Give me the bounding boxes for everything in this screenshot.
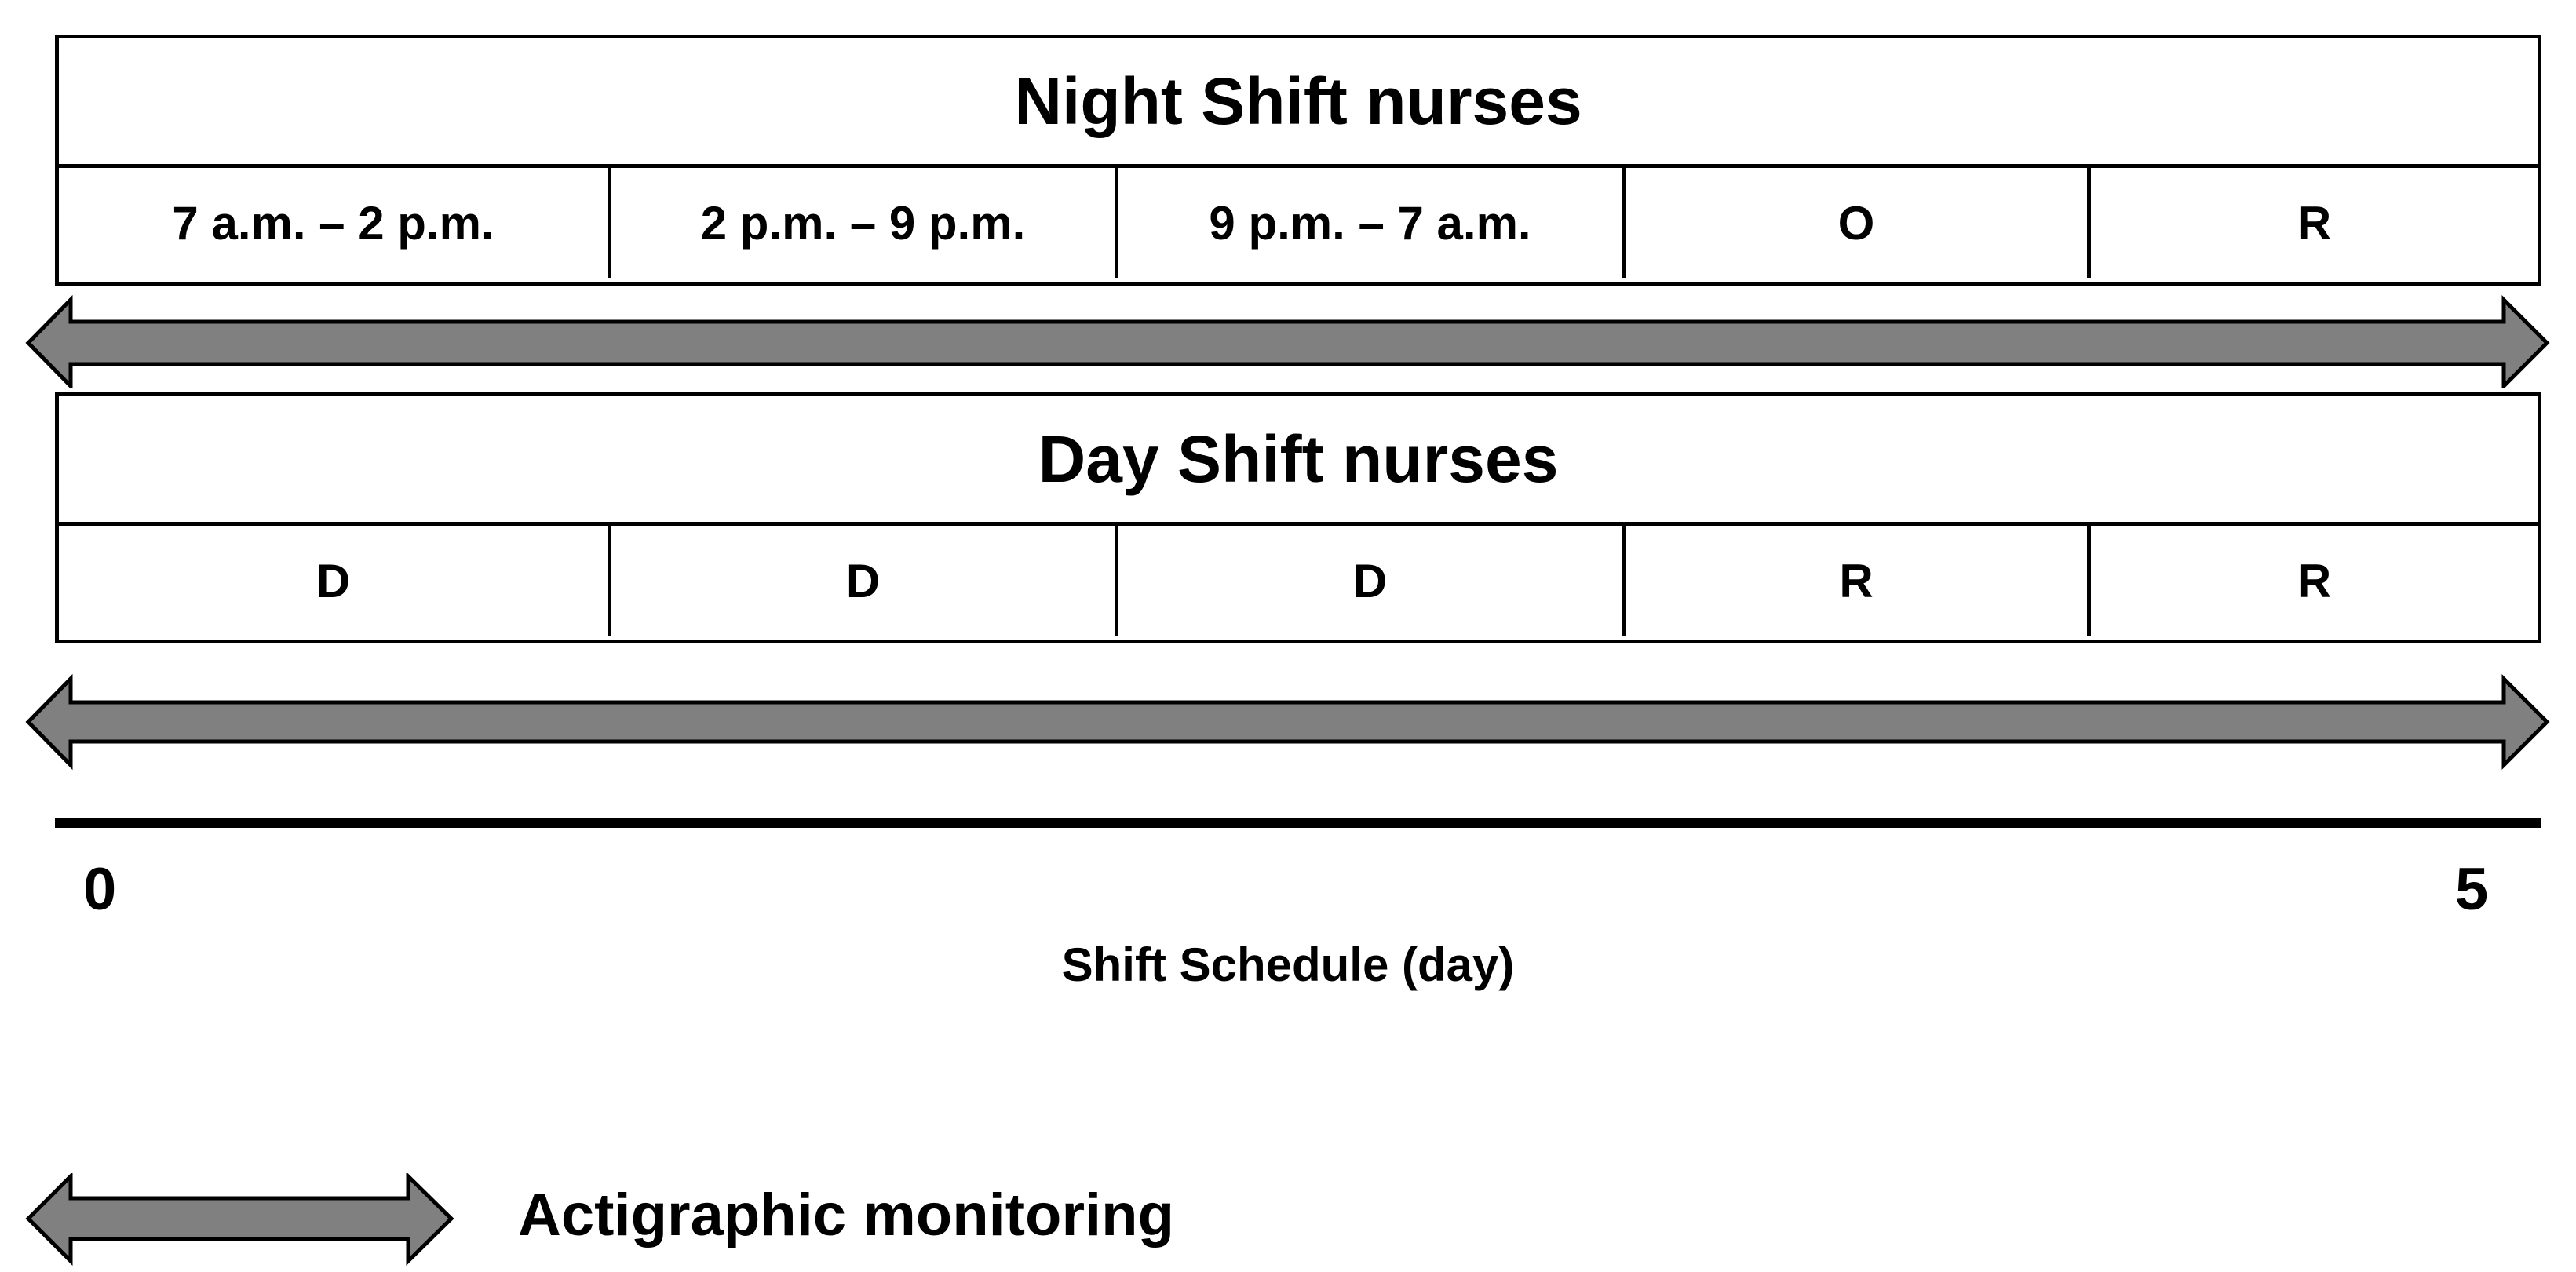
day-shift-day-2: D: [611, 526, 1118, 636]
axis-title: Shift Schedule (day): [1061, 939, 1515, 991]
day-shift-day-5: R: [2297, 554, 2332, 607]
night-shift-title: Night Shift nurses: [59, 38, 2538, 168]
axis-end-label: 5: [2455, 856, 2489, 923]
day-shift-day-3: D: [1118, 526, 1626, 636]
legend-arrow-icon: [0, 1173, 471, 1267]
night-shift-monitoring-arrow: [0, 294, 2576, 388]
legend-label: Actigraphic monitoring: [518, 1182, 1174, 1248]
night-shift-schedule-row: [59, 168, 2538, 278]
day-shift-day-1: D: [59, 526, 611, 636]
day-shift-day-4: R: [1626, 526, 2091, 636]
night-shift-day-1: 7 a.m. – 2 p.m.: [59, 168, 611, 278]
day-shift-table: [55, 392, 2541, 643]
day-shift-monitoring-arrow: [0, 671, 2576, 773]
day-shift-schedule-row: [59, 526, 2538, 636]
time-axis-line: [55, 818, 2541, 828]
night-shift-day-4: O: [1626, 168, 2091, 278]
night-shift-day-2: 2 p.m. – 9 p.m.: [611, 168, 1118, 278]
night-shift-table: [55, 35, 2541, 286]
night-shift-day-3: 9 p.m. – 7 a.m.: [1118, 168, 1626, 278]
night-shift-day-5: R: [2297, 196, 2332, 250]
day-shift-title: Day Shift nurses: [59, 396, 2538, 526]
axis-start-label: 0: [83, 856, 117, 923]
